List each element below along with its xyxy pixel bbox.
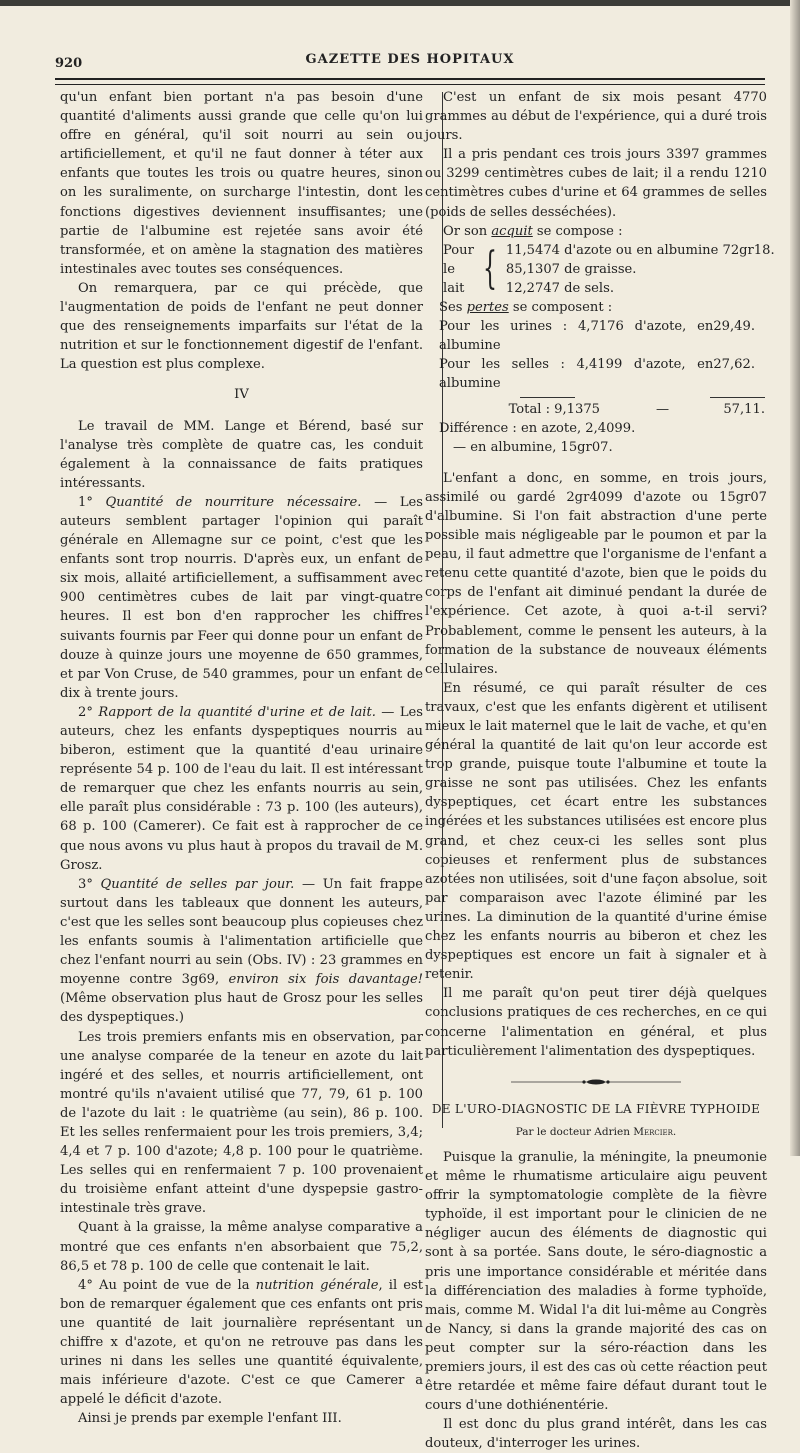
page-header	[55, 52, 765, 76]
difference-line: — en albumine, 15gr07.	[453, 439, 613, 455]
paragraph: Ainsi je prends par exemple l'enfant III.	[78, 1411, 342, 1427]
milk-values	[506, 241, 775, 298]
section-ornament	[425, 1073, 767, 1092]
item-number: 3°	[78, 876, 101, 892]
paragraph: Quant à la graisse, la même analyse comparative a montré que ces enfants n'en absorbaient que 75,2, 86,5 et 78 p. 100 de celle que contenait le lait.	[60, 1220, 423, 1274]
header-rule-thin	[55, 84, 765, 85]
milk-label: Pour le lait	[443, 242, 474, 296]
item-text: — Les auteurs semblent partager l'opinion qui paraît générale en Allemagne sur ce point, c'est que les enfants sont trop nourris. D'après eux, un enfant de six mois, allaité artificiellement, a suffisamment avec 900 centimètres cubes de lait par vingt-quatre heures. Il est bon d'en rapprocher les chiffres suivants fournis par Feer qui donne pour un enfant de douze à quinze jours une moyenne de 650 grammes, et par Von Cruse, de 540 grammes, pour un enfant de dix à trente jours.	[60, 494, 423, 701]
item-title: Rapport de la quantité d'urine et de lait.	[98, 704, 376, 720]
losses-stool-label: Pour les selles : 4,4199 d'azote, en albumine	[439, 357, 714, 392]
item-number: 4° Au point de vue de la	[78, 1277, 256, 1293]
losses-urine-value: 29,49.	[713, 319, 755, 335]
losses-total	[425, 400, 767, 419]
milk-composition	[425, 241, 775, 298]
total-label: Total : 9,1375	[425, 400, 640, 419]
losses-stool	[425, 355, 767, 393]
text-run: se compose :	[532, 223, 623, 239]
item-text: — Un fait frappe surtout dans les tableaux que donnent les auteurs, c'est que les selles sont beaucoup plus copieuses chez les enfants soumis à l'alimentation artificielle que chez l'enfant nourri au sein (Obs. IV) : 23 grammes en moyenne contre 3g69,	[60, 876, 424, 988]
right-column	[425, 88, 775, 1453]
item-emphasis: environ six fois davantage!	[228, 972, 423, 988]
paragraph	[425, 222, 767, 241]
paragraph	[60, 703, 423, 875]
total-dash: —	[655, 401, 670, 417]
paragraph: Les trois premiers enfants mis en observation, par une analyse comparée de la teneur en azote du lait ingéré et des selles, et nourris artificiellement, ont montré qu'ils n'avaient utilisé que 77, 79, 61 p. 100 de l'azote du lait : le quatrième (au sein), 86 p. 100. Et les selles renfermaient pour les trois premiers, 3,4; 4,4 et 7 p. 100 d'azote; 4,8 p. 100 pour le quatrième. Les selles qui en renfermaient 7 p. 100 provenaient du troisième enfant atteint d'une dyspepsie gastro-intestinale très grave.	[60, 1029, 423, 1217]
item-text: (Même observation plus haut de Grosz pour les selles des dyspeptiques.)	[60, 991, 423, 1026]
losses-urine-label: Pour les urines : 4,7176 d'azote, en albumine	[439, 319, 714, 354]
item-text: , il est bon de remarquer également que ces enfants ont pris une quantité de lait journalière représentant un chiffre x d'azote, et qu'on ne retrouve pas dans les urines ni dans les selles une quantité équivalente, mais inférieure d'azote. C'est ce que Camerer a appelé le déficit d'azote.	[60, 1277, 423, 1408]
text-run: Or son	[443, 223, 492, 239]
left-column	[60, 88, 423, 1428]
paragraph: Il a pris pendant ces trois jours 3397 grammes ou 3299 centimètres cubes de lait; il a rendu 1210 centimètres cubes d'urine et 64 grammes de selles (poids de selles desséchées).	[425, 147, 767, 220]
paragraph: L'enfant a donc, en somme, en trois jours, assimilé ou gardé 2gr4099 d'azote ou 15gr07 d'albumine. Si l'on fait abstraction d'une perte possible mais négligeable par le poumon et par la peau, il faut admettre que l'organisme de l'enfant a retenu cette quantité d'azote, bien que le poids du corps de l'enfant ait diminué pendant la durée de l'expérience. Cet azote, à quoi a-t-il servi? Probablement, comme le pensent les auteurs, à la formation de la substance de nouveaux éléments cellulaires.	[425, 470, 767, 677]
paragraph: Il me paraît qu'on peut tirer déjà quelques conclusions pratiques de ces recherches, en ce qui concerne l'alimentation en général, et plus particulièrement l'alimentation des dyspeptiques.	[425, 986, 767, 1059]
paragraph	[60, 1276, 423, 1410]
paragraph: Puisque la granulie, la méningite, la pneumonie et même le rhumatisme articulaire aigu peuvent offrir la symptomatologie complète de la fièvre typhoïde, il est important pour le clinicien de ne négliger aucun des éléments de diagnostic qui sont à sa portée. Sans doute, le séro-diagnostic a pris une importance considérable et méritée dans la différenciation des maladies à forme typhoïde, mais, comme M. Widal l'a dit lui-même au Congrès de Nancy, si dans la grande majorité des cas on peut compter sur la séro-réaction dans les premiers jours, il est des cas où cette réaction peut être retardée et même faire défaut durant tout le cours d'une dothiénentérie.	[425, 1149, 767, 1414]
paragraph: En résumé, ce qui paraît résulter de ces travaux, c'est que les enfants digèrent et utilisent mieux le lait maternel que le lait de vache, et qu'en général la quantité de lait qu'on leur accorde est trop grande, puisque toute l'albumine et toute la graisse ne sont pas utilisées. Chez les enfants dyspeptiques, cet écart entre les substances ingérées et les substances utilisées est encore plus grand, et chez ceux-ci les selles sont plus copieuses et renferment plus de substances azotées non utilisées, soit d'une façon absolue, soit par comparaison avec l'azote éliminé par les urines. La diminution de la quantité d'urine émise chez les enfants nourris au biberon et chez les dyspeptiques est encore un fait à signaler et à retenir.	[425, 680, 767, 983]
paragraph: C'est un enfant de six mois pesant 4770 grammes au début de l'expérience, qui a duré trois jours.	[425, 90, 767, 144]
item-text: — Les auteurs, chez les enfants dyspeptiques nourris au biberon, estiment que la quantité d'eau urinaire représente 54 p. 100 de l'eau du lait. Il est intéressant de remarquer que chez les enfants nourris au sein, elle paraît plus considérable : 73 p. 100 (les auteurs), 68 p. 100 (Camerer). Ce fait est à rapprocher de ce que nous avons vu plus haut à propos du travail de M. Grosz.	[60, 704, 423, 873]
paragraph: On remarquera, par ce qui précède, que l'augmentation de poids de l'enfant ne peut donner que des renseignements imparfaits sur l'état de la nutrition et sur le fonctionnement digestif de l'enfant. La question est plus complexe.	[60, 280, 423, 373]
page-number: 920	[55, 56, 83, 71]
brace-icon: {	[482, 243, 497, 295]
header-rule-thick	[55, 78, 765, 80]
section-heading: IV	[234, 387, 249, 403]
author-surname: Mercier.	[633, 1125, 677, 1138]
ornament-rule	[511, 1078, 681, 1086]
losses-urine	[425, 317, 767, 355]
paragraph: qu'un enfant bien portant n'a pas besoin d'une quantité d'aliments aussi grande que celle qu'on lui offre en général, qu'il soit nourri au sein ou artificiellement, et qu'il ne faut donner à téter aux enfants que toutes les trois ou quatre heures, sinon on les suralimente, on surcharge l'intestin, dont les fonctions digestives deviennent insuffisantes; une partie de l'albumine est rejetée sans avoir été transformée, et on amène la stagnation des matières intestinales avec toutes ses conséquences.	[60, 90, 423, 277]
losses-stool-value: 27,62.	[713, 357, 755, 373]
paragraph	[60, 493, 423, 703]
paragraph	[60, 875, 423, 1028]
total-value: 57,11.	[685, 400, 765, 419]
paragraph: Le travail de MM. Lange et Bérend, basé sur l'analyse très complète de quatre cas, les conduit également à la connaissance de faits pratiques intéressants.	[60, 418, 423, 491]
emphasis: acquit	[491, 223, 533, 239]
byline	[425, 1123, 767, 1142]
difference-line: Différence : en azote, 2,4099.	[439, 420, 636, 436]
paragraph: Il est donc du plus grand intérêt, dans les cas douteux, d'interroger les urines.	[425, 1417, 767, 1452]
item-number: 1°	[78, 494, 106, 510]
milk-value-nitrogen: 11,5474 d'azote ou en albumine 72gr18.	[505, 242, 775, 258]
text-run: se composent :	[508, 300, 613, 316]
emphasis: pertes	[466, 300, 509, 316]
item-title: Quantité de nourriture nécessaire.	[105, 494, 362, 510]
paragraph	[425, 298, 767, 317]
running-title: GAZETTE DES HOPITAUX	[305, 52, 515, 67]
item-title: nutrition générale	[255, 1277, 379, 1293]
article-title: DE L'URO-DIAGNOSTIC DE LA FIÈVRE TYPHOIDE	[431, 1101, 761, 1116]
text-run: Ses	[439, 300, 467, 316]
page-binding-edge	[790, 0, 800, 1156]
milk-value-salts: 12,2747 de sels.	[505, 280, 614, 296]
item-number: 2°	[78, 704, 99, 720]
byline-prefix: Par le docteur Adrien	[515, 1125, 634, 1138]
item-title: Quantité de selles par jour.	[100, 876, 295, 892]
milk-value-fat: 85,1307 de graisse.	[505, 261, 637, 277]
page-top-edge	[0, 0, 800, 6]
